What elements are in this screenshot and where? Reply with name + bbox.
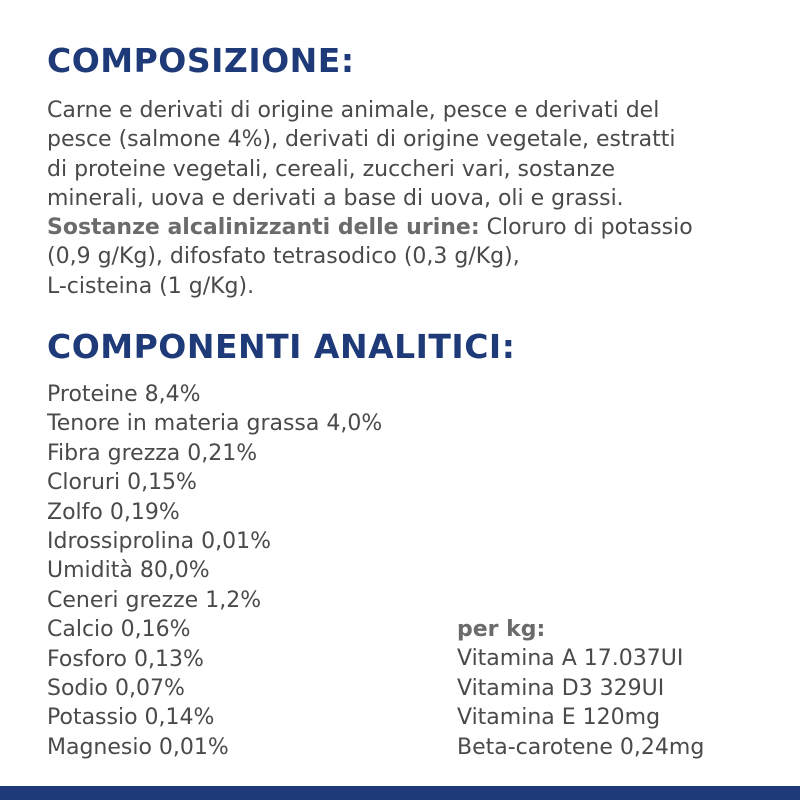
bottom-bar (0, 786, 800, 800)
list-item: Idrossiprolina 0,01% (47, 529, 272, 555)
per-kg-label: per kg: (457, 617, 546, 642)
composition-line: minerali, uova e derivati a base di uova, oli e grassi. (47, 185, 624, 211)
list-item: Proteine 8,4% (47, 382, 201, 407)
alkalizing-line: L-cisteina (1 g/Kg). (47, 273, 255, 299)
list-item: Vitamina E 120mg (457, 705, 661, 731)
list-item: Umidità 80,0% (47, 558, 210, 584)
list-item: Tenore in materia grassa 4,0% (47, 411, 383, 437)
composition-line: Carne e derivati di origine animale, pesce e derivati del (47, 98, 660, 123)
composition-line: pesce (salmone 4%), derivati di origine vegetale, estratti (47, 127, 676, 153)
alkalizing-line: (0,9 g/Kg), difosfato tetrasodico (0,3 g/Kg), (47, 244, 520, 270)
list-item: Magnesio 0,01% (47, 734, 229, 760)
list-item: Vitamina D3 329UI (457, 675, 665, 701)
list-item: Calcio 0,16% (47, 617, 191, 643)
list-item: Vitamina A 17.037UI (457, 646, 684, 672)
alkalizing-label: Sostanze alcalinizzanti delle urine: (47, 215, 480, 241)
alkalizing-text: Cloruro di potassio (479, 215, 693, 241)
list-item: Beta-carotene 0,24mg (457, 734, 705, 760)
alkalizing-line (47, 213, 777, 242)
per-kg-list (457, 615, 704, 762)
list-item: Fibra grezza 0,21% (47, 440, 258, 466)
list-item: Cloruri 0,15% (47, 470, 197, 496)
list-item: Sodio 0,07% (47, 676, 185, 702)
analytical-components-heading: COMPONENTI ANALITICI: (47, 327, 516, 366)
list-item: Ceneri grezze 1,2% (47, 587, 262, 613)
composition-heading: COMPOSIZIONE: (47, 41, 355, 80)
list-item: Zolfo 0,19% (47, 499, 180, 525)
list-item: Fosforo 0,13% (47, 646, 204, 672)
composition-line: di proteine vegetali, cereali, zuccheri vari, sostanze (47, 156, 616, 182)
composition-text (47, 96, 777, 301)
list-item: Potassio 0,14% (47, 705, 215, 731)
analytical-components-list (47, 380, 382, 762)
